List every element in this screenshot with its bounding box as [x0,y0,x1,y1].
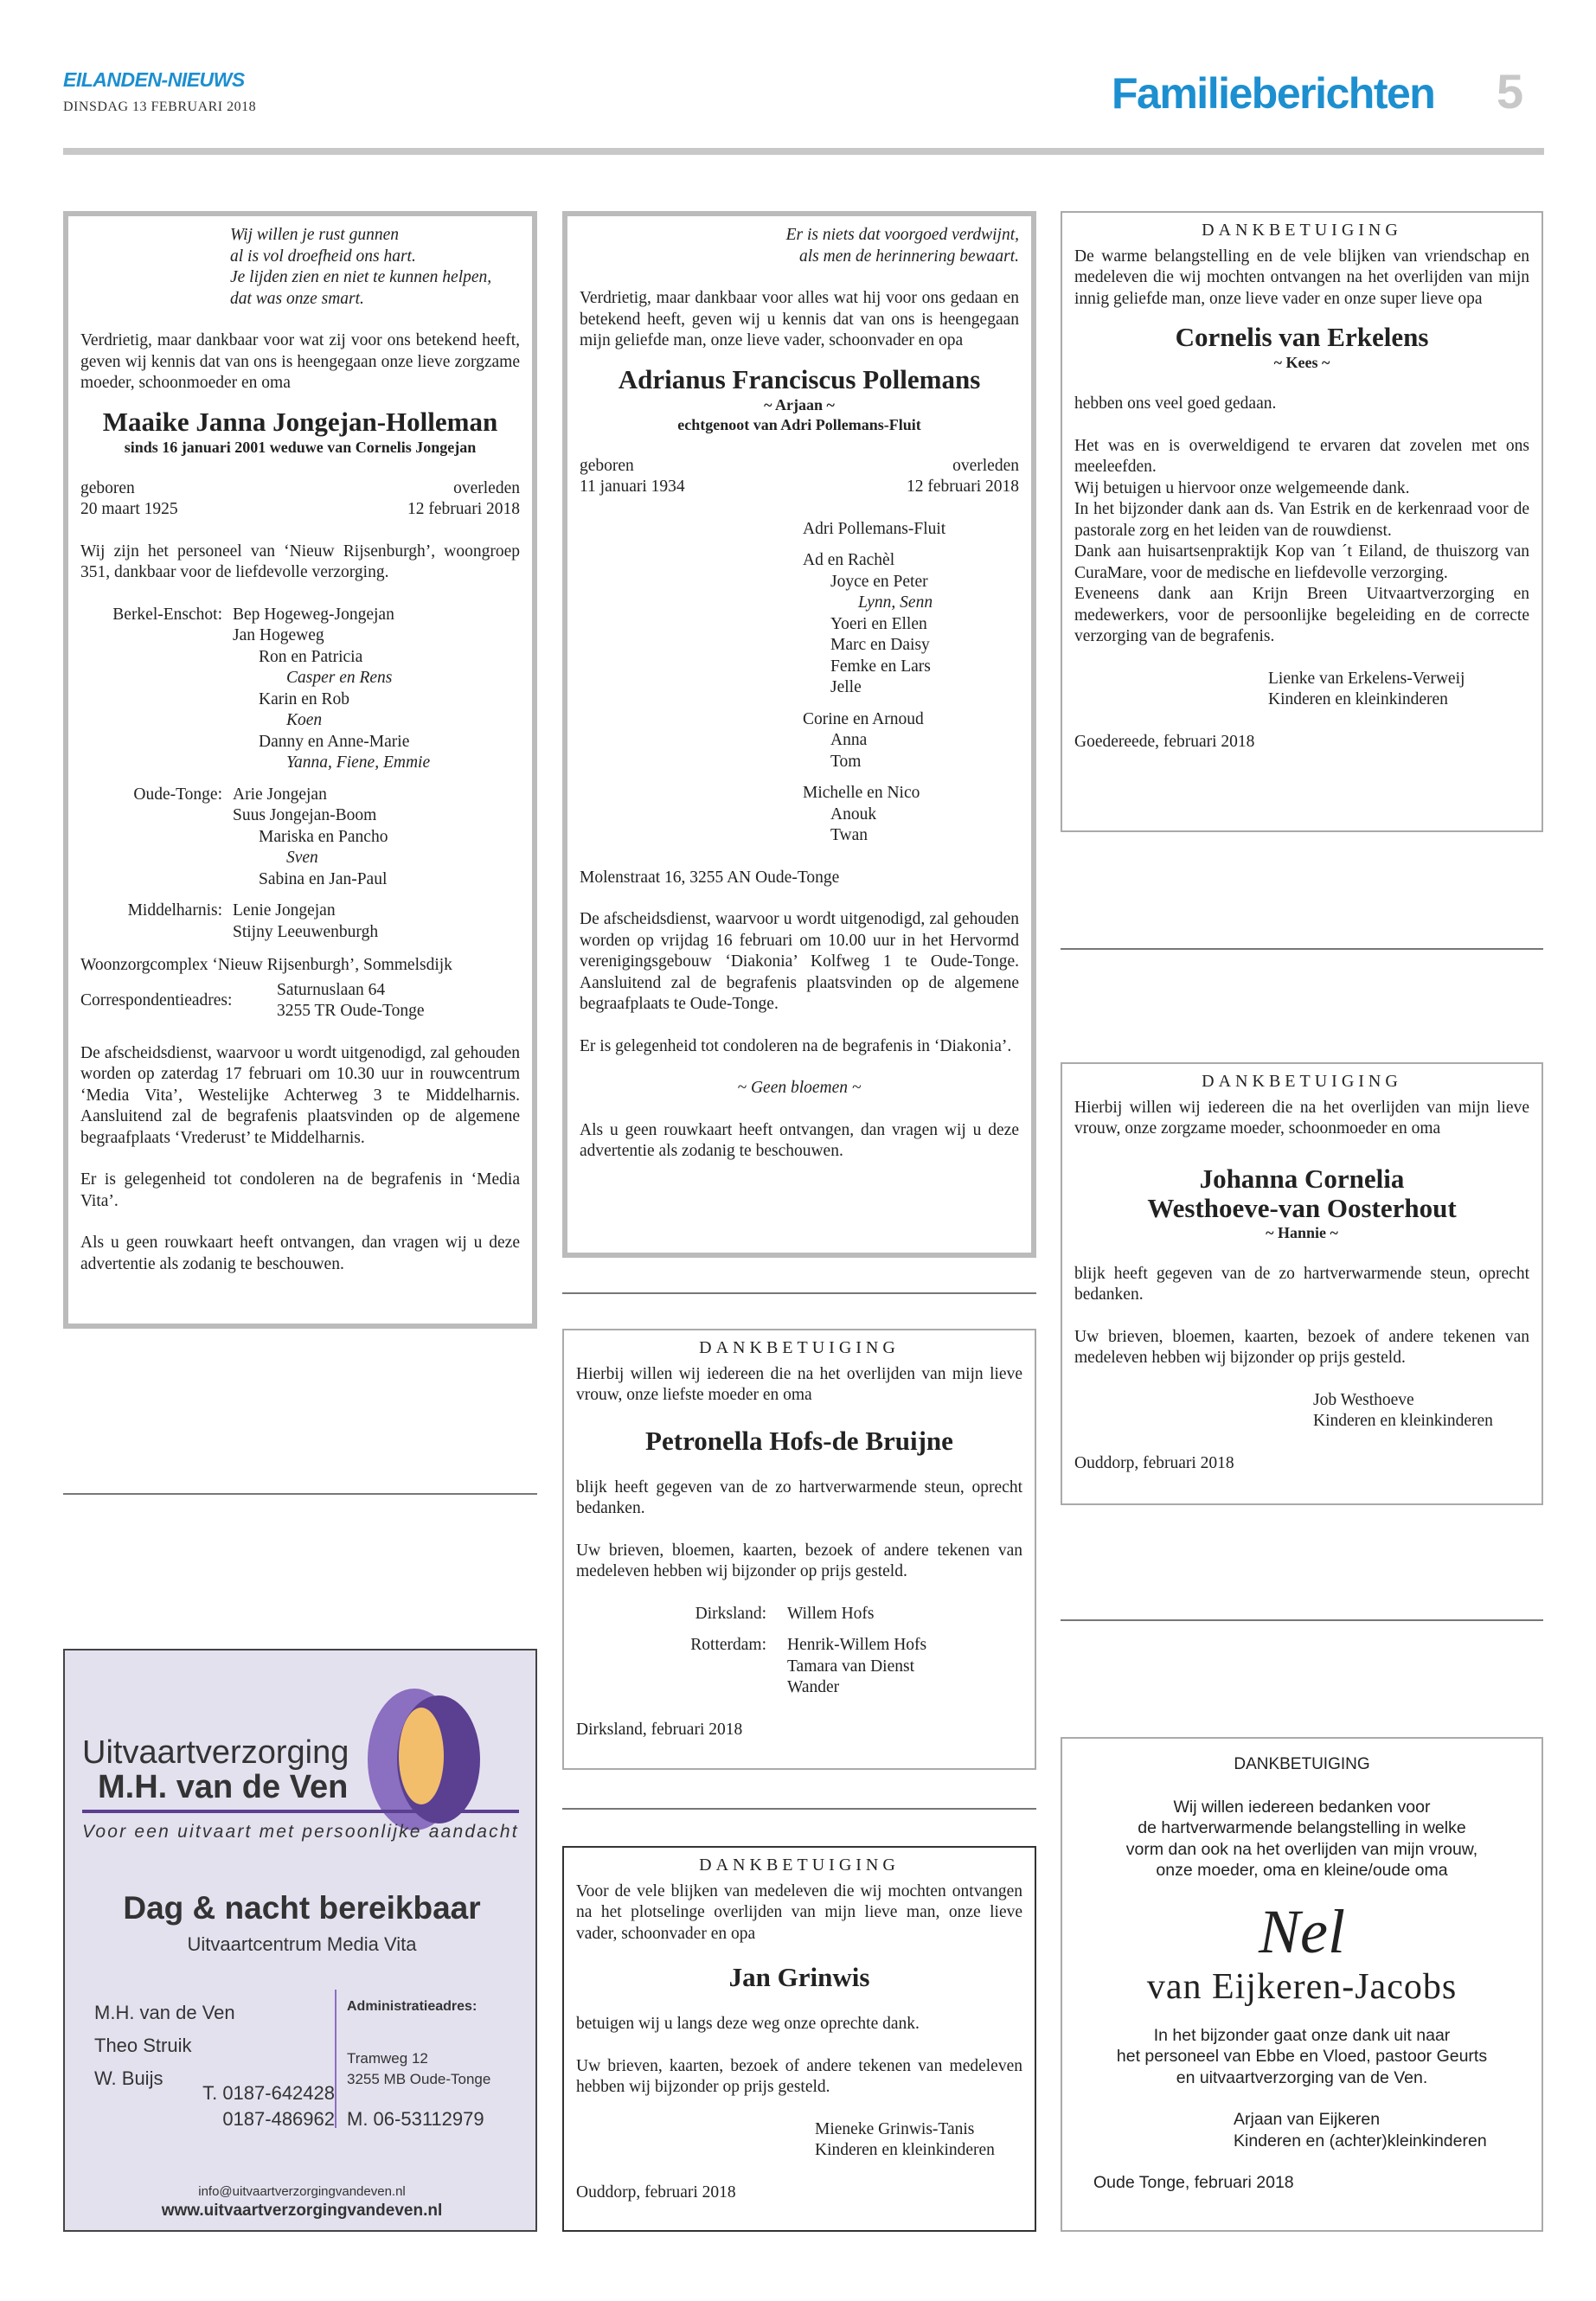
poem-line: dat was onze smart. [230,289,364,308]
company-owner: M.H. van de Ven [98,1769,349,1805]
thanks-hofs [562,1329,1036,1770]
paragraph: blijk heeft gegeven van de zo hartverwarmende steun, oprecht bedanken. [576,1477,1022,1517]
thanks-van-erkelens [1061,211,1543,832]
family-group [803,550,1019,699]
header-rule [63,148,1544,155]
died-label: overleden [453,478,520,497]
corr-label: Correspondentieadres: [80,990,233,1009]
paragraph: Het was en is overweldigend te ervaren dat zovelen met ons meeleefden. [1074,436,1529,476]
vertical-divider [335,1990,337,2128]
signatory: Kinderen en kleinkinderen [1268,690,1448,708]
deceased-surname: van Eijkeren-Jacobs [1146,1966,1458,2007]
poem-line: Er is niets dat voorgoed verdwijnt, [785,226,1019,244]
thanks-westhoeve [1061,1062,1543,1505]
paragraph: Uw brieven, kaarten, bezoek of andere tekenen van medeleven hebben wij bijzonder op prijs gesteld. [576,2056,1022,2096]
correspondence-address [80,980,425,1022]
family-member: Willem Hofs [787,1604,875,1623]
paragraph: Uw brieven, bloemen, kaarten, bezoek of andere tekenen van medeleven hebben wij bijzonder op prijs gesteld. [576,1541,1022,1580]
born-date: 20 maart 1925 [80,500,178,518]
signatory: Kinderen en kleinkinderen [815,2141,995,2159]
family-member: Koen [286,711,323,729]
masthead-logo: EILANDEN-NIEUWS [63,68,245,91]
staff-name: M.H. van de Ven [94,2002,235,2023]
family-member: Jelle [830,678,862,696]
intro-text: Verdrietig, maar dankbaar voor wat zij voor ons betekend heeft, geven wij kennis dat van ons is heengegaan onze lieve zorgzame moeder, schoonmoeder en oma [80,331,520,392]
deceased-name: Petronella Hofs-de Bruijne [645,1425,953,1456]
funeral-service-advert [63,1649,537,2232]
family-member: Bep Hogeweg-Jongejan [233,605,394,624]
website-link[interactable]: www.uitvaartverzorgingvandeven.nl [161,2202,443,2220]
condole-text: Er is gelegenheid tot condoleren na de begrafenis in ‘Media Vita’. [80,1170,520,1210]
family-member: Yanna, Fiene, Emmie [286,753,431,772]
poem [80,225,520,310]
family-member: Twan [830,826,869,844]
family-member: Tom [830,752,862,771]
deceased-name: Nel [1259,1896,1345,1966]
ad-heading: DANKBETUIGING [1202,1072,1402,1091]
home-address: Molenstraat 16, 3255 AN Oude-Tonge [580,868,840,887]
ad-heading: DANKBETUIGING [699,1856,900,1875]
family-member: Casper en Rens [286,669,393,687]
family-member: Femke en Lars [830,657,931,676]
nickname: ~ Arjaan ~ [764,395,835,413]
intro-text: Voor de vele blijken van medeleven die wij mochten ontvangen na het plotselinge overlijden van mijn lieve man, onze lieve vader, schoonvader en opa [576,1881,1022,1943]
family-member: Marc en Daisy [830,636,930,654]
place-date: Ouddorp, februari 2018 [1074,1453,1234,1472]
divider [1061,948,1543,950]
deceased-name: Jan Grinwis [728,1962,870,1992]
service-text: De afscheidsdienst, waarvoor u wordt uitgenodigd, zal gehouden worden op zaterdag 17 februari om 10.30 uur in rouwcentrum ‘Media Vita’, Westelijke Achterweg 3 te Middelharnis. Aansluitend zal de begrafenis plaatsvinden op de algemene begraafplaats ‘Vrederust’ te Middelharnis. [80,1043,520,1147]
family-member: Lynn, Senn [858,593,933,612]
intro-text: De warme belangstelling en de vele blijken van vriendschap en medeleven die wij mochten ontvangen na het overlijden van mijn innig geliefde man, onze lieve vader en onze super lieve opa [1074,247,1529,308]
intro-line: de hartverwarmende belangstelling in welke [1138,1818,1466,1837]
family-place: Berkel-Enschot: [112,605,222,624]
paragraph: Eveneens dank aan Krijn Breen Uitvaartverzorging en medewerkers, voor de persoonlijke begeleiding en de correcte verzorging van de begrafenis. [1074,585,1529,645]
signatory: Arjaan van Eijkeren [1234,2110,1381,2129]
family-member: Henrik-Willem Hofs [787,1636,927,1654]
divider [63,1493,537,1495]
family-member: Jan Hogeweg [233,626,324,644]
paragraph-line: en uitvaartverzorging van de Ven. [1176,2067,1428,2087]
obituary-jongejan [63,211,537,1329]
family-group [803,709,1019,773]
phone-number[interactable]: T. 0187-642428 [202,2082,335,2104]
no-flowers: ~ Geen bloemen ~ [737,1079,862,1097]
paragraph: Dank aan huisartsenpraktijk Kop van ´t Eiland, de thuiszorg van CuraMare, voor de medische en liefdevolle verzorging. [1074,542,1529,582]
family-member: Danny en Anne-Marie [259,732,410,751]
poem [580,225,1019,267]
deceased-name: Johanna Cornelia [1199,1163,1405,1194]
family-place: Middelharnis: [127,901,222,920]
email-link[interactable]: info@uitvaartverzorgingvandeven.nl [198,2184,406,2199]
family-member: Stijny Leeuwenburgh [233,922,379,941]
place-date: Goedereede, februari 2018 [1074,732,1255,751]
born-label: geboren [580,456,634,475]
paragraph-line: In het bijzonder gaat onze dank uit naar [1153,2025,1451,2045]
family-member: Tamara van Dienst [787,1657,914,1676]
divider [562,1292,1036,1294]
family-member: Wander [787,1678,840,1696]
intro-text: Hierbij willen wij iedereen die na het overlijden van mijn lieve vrouw, onze zorgzame moeder, schoonmoeder en oma [1074,1098,1529,1138]
family-member: Adri Pollemans-Fluit [803,519,946,538]
family-member: Sabina en Jan-Paul [259,869,388,888]
intro-text: Verdrietig, maar dankbaar voor alles wat hij voor ons gedaan en betekend heeft, geven wij u kennis dat van ons is heengegaan mijn geliefde man, onze lieve vader, schoonvader en opa [580,289,1019,349]
place-date: Ouddorp, februari 2018 [576,2182,736,2202]
issue-date: DINSDAG 13 FEBRUARI 2018 [63,99,257,114]
paragraph: blijk heeft gegeven van de zo hartverwarmende steun, oprecht bedanken. [1074,1264,1529,1304]
paragraph: Uw brieven, bloemen, kaarten, bezoek of andere tekenen van medeleven hebben wij bijzonder op prijs gesteld. [1074,1327,1529,1367]
family-member: Karin en Rob [259,689,350,708]
poem-line: Je lijden zien en niet te kunnen helpen, [230,268,492,286]
phone-number[interactable]: 0187-486962 [222,2108,335,2130]
staff-name: W. Buijs [94,2067,163,2089]
corr-city: 3255 TR Oude-Tonge [277,1002,425,1020]
family-list [580,519,1019,847]
thanks-grinwis [562,1846,1036,2232]
family-list [80,605,520,944]
family-member: Anna [830,731,868,749]
poem-line: Wij willen je rust gunnen [230,226,399,244]
place-date: Oude Tonge, februari 2018 [1093,2173,1294,2192]
signatory: Kinderen en (achter)kleinkinderen [1234,2131,1487,2150]
card-text: Als u geen rouwkaart heeft ontvangen, dan vragen wij u deze advertentie als zodanig te beschouwen. [80,1234,520,1273]
paragraph: Wij betuigen u hiervoor onze welgemeende dank. [1074,478,1410,497]
paragraph-line: het personeel van Ebbe en Vloed, pastoor Geurts [1116,2047,1488,2066]
poem-line: als men de herinnering bewaart. [798,247,1019,266]
paragraph: hebben ons veel goed gedaan. [1074,394,1277,413]
family-member: Yoeri en Ellen [830,614,927,633]
logo-underline [82,1810,519,1813]
spouse-note: echtgenoot van Adri Pollemans-Fluit [677,415,921,433]
family-member: Anouk [830,804,877,824]
family-member: Sven [286,849,318,867]
widow-note: sinds 16 januari 2001 weduwe van Cornelis Jongejan [124,438,477,456]
intro-text: Hierbij willen wij iedereen die na het overlijden van mijn lieve vrouw, onze liefste moeder en oma [576,1364,1022,1404]
card-text: Als u geen rouwkaart heeft ontvangen, dan vragen wij u deze advertentie als zodanig te beschouwen. [580,1120,1019,1160]
family-place: Rotterdam: [690,1636,766,1654]
corr-street: Saturnuslaan 64 [277,980,386,999]
nickname: ~ Kees ~ [1273,354,1330,371]
family-list [576,1604,926,1699]
nickname: ~ Hannie ~ [1266,1223,1338,1241]
care-complex: Woonzorgcomplex ‘Nieuw Rijsenburgh’, Sommelsdijk [80,956,452,974]
signatory: Job Westhoeve [1313,1390,1414,1409]
staff-list [94,1997,235,2095]
intro-line: Wij willen iedereen bedanken voor [1173,1797,1431,1817]
family-member: Michelle en Nico [803,784,920,802]
admin-city: 3255 MB Oude-Tonge [347,2071,491,2087]
ad-heading: DANKBETUIGING [1234,1755,1370,1773]
deceased-surname: Westhoeve-van Oosterhout [1147,1192,1457,1223]
signatory: Kinderen en kleinkinderen [1313,1412,1493,1430]
slogan: Voor een uitvaart met persoonlijke aandacht [82,1822,519,1842]
family-group [80,605,520,774]
poem-line: al is vol droefheid ons hart. [230,247,416,266]
thanks-van-eijkeren [1061,1737,1543,2232]
born-label: geboren [80,478,135,497]
signatory: Lienke van Erkelens-Verweij [1268,669,1465,688]
family-member: Arie Jongejan [233,785,327,804]
born-date: 11 januari 1934 [580,478,685,496]
deceased-name: Adrianus Franciscus Pollemans [618,363,981,394]
obituary-pollemans [562,211,1036,1258]
admin-street: Tramweg 12 [347,2050,428,2067]
thanks-text: Wij zijn het personeel van ‘Nieuw Rijsenburgh’, woongroep 351, dankbaar voor de liefdevolle verzorging. [80,542,520,581]
family-place: Oude-Tonge: [133,785,222,804]
condole-text: Er is gelegenheid tot condoleren na de begrafenis in ‘Diakonia’. [580,1036,1012,1055]
company-name: Uitvaartverzorging [82,1734,349,1771]
family-group [803,783,1019,847]
family-group [803,519,1019,541]
deceased-name: Cornelis van Erkelens [1175,322,1429,352]
family-member: Ad en Rachèl [803,551,895,569]
family-member: Mariska en Pancho [259,827,388,846]
paragraph: In het bijzonder dank aan ds. Van Estrik en de kerkenraad voor de pastorale zorg en het leiden van de rouwdienst. [1074,500,1529,540]
section-title: Familieberichten [1112,69,1435,118]
place-date: Dirksland, februari 2018 [576,1720,743,1739]
intro-line: onze moeder, oma en kleine/oude oma [1156,1861,1448,1880]
divider [1061,1619,1543,1621]
paragraph: betuigen wij u langs deze weg onze oprechte dank. [576,2015,920,2033]
mobile-number[interactable]: M. 06-53112979 [347,2108,484,2130]
family-member: Lenie Jongejan [233,901,336,920]
deceased-name: Maaike Janna Jongejan-Holleman [102,406,498,437]
family-member: Joyce en Peter [830,572,928,591]
admin-label: Administratieadres: [347,1999,478,2014]
page-number: 5 [1497,64,1524,119]
service-text: De afscheidsdienst, waarvoor u wordt uitgenodigd, zal gehouden worden op vrijdag 16 februari om 10.00 uur in het Hervormd verenigingsgebouw ‘Diakonia’ Kolfweg 1 te Oude-Tonge. Aansluitend zal de begrafenis plaatsvinden op de algemene begraafplaats te Oude-Tonge. [580,910,1019,1013]
ad-heading: DANKBETUIGING [1202,221,1402,240]
family-group [80,901,520,943]
died-date: 12 februari 2018 [907,478,1019,496]
intro-line: vorm dan ook na het overlijden van mijn vrouw, [1125,1839,1478,1859]
family-member: Corine en Arnoud [803,709,924,728]
ad-heading: DANKBETUIGING [699,1338,900,1357]
family-place: Dirksland: [695,1604,766,1623]
availability-headline: Dag & nacht bereikbaar [123,1890,481,1926]
center-name: Uitvaartcentrum Media Vita [187,1933,417,1955]
family-member: Suus Jongejan-Boom [233,806,377,824]
signatory: Mieneke Grinwis-Tanis [815,2119,975,2138]
family-member: Ron en Patricia [259,647,363,666]
died-label: overleden [952,456,1019,475]
family-group [80,785,520,891]
staff-name: Theo Struik [94,2035,192,2056]
died-date: 12 februari 2018 [407,500,520,518]
divider [562,1808,1036,1810]
